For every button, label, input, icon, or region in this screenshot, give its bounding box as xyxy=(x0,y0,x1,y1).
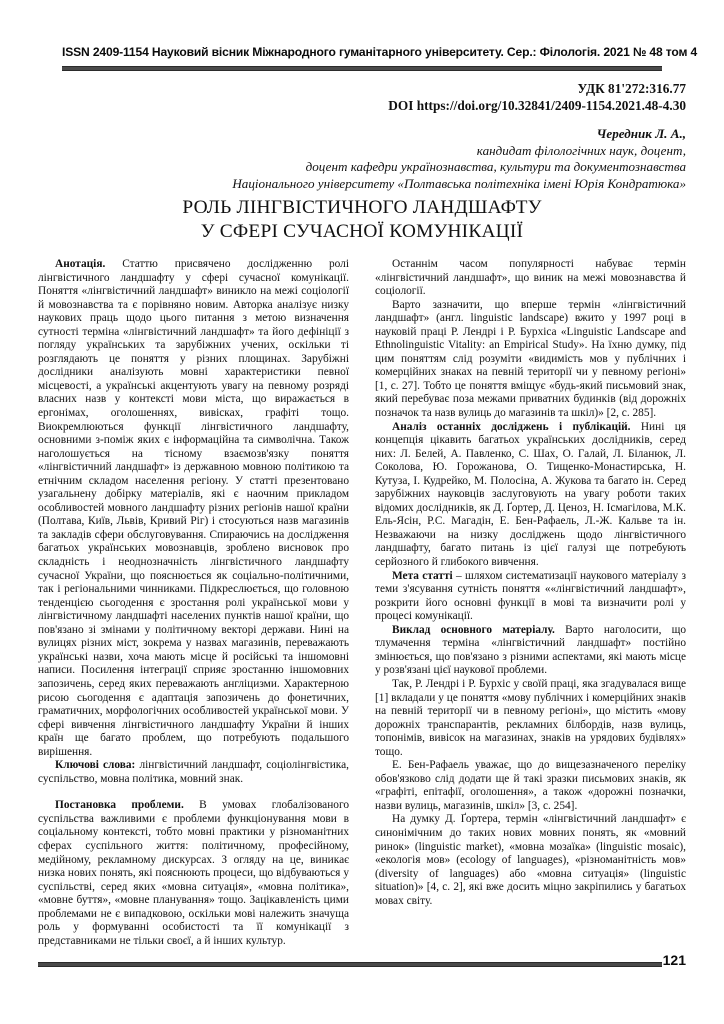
doi-link[interactable]: DOI https://doi.org/10.32841/2409-1154.2021.48-4.30 xyxy=(388,98,686,113)
page-title-line-1: РОЛЬ ЛІНГВІСТИЧНОГО ЛАНДШАФТУ xyxy=(182,197,542,218)
author-block xyxy=(232,126,686,192)
analysis-body: Нині ця концепція цікавить багатьох українських дослідників, серед них: Л. Белей, А. Павленко, С. Шах, О. Галай, Л. Біланюк, Л. Соколова, Ю. Горожанова, О. Тищенко-Монастирська, Н. Кутуза, І. Кудрейко, М. Полосіна, А. Жукова та багато ін. Серед зарубіжних науковців заслуговують на увагу роботи таких відомих дослідників, як Д. Ґортер, Д. Ценоз, Н. Ісмагілова, М.К. Ель-Ясін, Р.С. Магадін, Е. Бен-Рафаель, Л.-Ж. Кальве та ін. Незважаючи на низку досліджень щодо лінгвістичного ландшафту, багато питань із цієї галузі ще потребують серйозного й глибокого вивчення. xyxy=(375,420,687,569)
problem-paragraph xyxy=(38,799,349,948)
author-affiliation: Національного університету «Полтавська політехніка імені Юрія Кондратюка» xyxy=(232,175,686,191)
aim-paragraph xyxy=(375,570,686,624)
intro-paragraph-1: Останнім часом популярності набуває термін «лінгвістичний ландшафт», що виник на межі мовознавства й соціології. xyxy=(375,258,686,298)
page-title-line-2: У СФЕРІ СУЧАСНОЇ КОМУНІКАЦІЇ xyxy=(200,221,524,242)
author-name: Чередник Л. А., xyxy=(596,126,686,141)
abstract-heading: Анотація. xyxy=(55,258,106,270)
running-head: ISSN 2409-1154 Науковий вісник Міжнародного гуманітарного університету. Сер.: Філологія. 2021 № 48 том 4 xyxy=(62,45,698,59)
problem-heading: Постановка проблеми. xyxy=(55,799,184,812)
column-left xyxy=(38,258,349,967)
analysis-paragraph xyxy=(375,421,686,570)
main-paragraph-1 xyxy=(375,624,686,678)
aim-heading: Мета статті xyxy=(392,569,453,582)
main-heading: Виклад основного матеріалу. xyxy=(392,623,555,636)
main-body: Варто наголосити, що тлумачення терміна «лінгвістичний ландшафт» постійно змінюється, що пов'язано з різними аспектами, які мають місце у розв'язані цієї наукової проблеми. xyxy=(375,623,687,677)
keywords-paragraph xyxy=(38,759,349,786)
running-head-rule xyxy=(62,66,662,71)
identifier-block xyxy=(388,80,686,114)
abstract-paragraph xyxy=(38,258,349,759)
author-position: доцент кафедри українознавства, культури та документознавства xyxy=(305,159,686,175)
author-degree: кандидат філологічних наук, доцент, xyxy=(476,142,686,158)
aim-body: – шляхом систематизації наукового матеріалу з теми з'ясування сутність поняття ««лінгвістичний ландшафт», розкрити його основні функції в мові та визначити ролі у процесі комунікації. xyxy=(375,569,686,623)
intro-paragraph-2: Варто зазначити, що вперше термін «лінгвістичний ландшафт» (англ. linguistic landscape) вжито у 1997 році в науковій праці Р. Лендрі і Р. Бурхіса «Linguistic Landscape and Ethnolinguistic Vitality: an Empirical Study». На їхню думку, під цим поняттям слід розуміти «видимість мов у публічних і комерційних знаках на певній території чи у певному регіоні» [1, с. 27]. Тобто це поняття вміщує «будь-який письмовий знак, який перебуває поза межами приватних будинків (від дорожніх позначок та назв вулиць до магазинів та шкіл)» [2, с. 285]. xyxy=(375,298,686,420)
main-paragraph-2: Так, Р. Лендрі і Р. Бурхіс у своїй праці, яка згадувалася вище [1] вкладали у це поняття «мову публічних і комерційних знаків на певній території чи в певному регіоні», що містить «мову дорожніх транспарантів, рекламних білбордів, назв вулиць, топонімів, вивісок на магазинах, знаків на урядових будівлях» тощо. xyxy=(375,677,686,758)
keywords-heading: Ключові слова: xyxy=(55,759,136,772)
page-title xyxy=(38,196,686,244)
problem-body: В умовах глобалізованого суспільства важливими є проблеми функціонування мови в соціальному контексті, тобто мовні практики у різноманітних сферах суспільного життя: політичному, професійному, медійному, рекламному дискурсах. З огляду на це, виникає низка нових понять, які пояснюють процеси, що відбуваються у суспільстві, серед яких «мовна ситуація», «мовна політика», «мовне буття», «мовне планування» тощо. Зацікавленість цими проблемами не є випадковою, оскільки мові належить значуща роль у формуванні особистості та її комунікації з представниками не тільки своєї, а й інших культур. xyxy=(38,799,349,947)
body-columns xyxy=(38,258,686,988)
abstract-body: Статтю присвячено дослідженню ролі лінгвістичного ландшафту у сфері сучасної комунікації. Поняття «лінгвістичний ландшафт» виникло на межі соціології й мовознавства та є порівняно новим. Авторка аналізує низку наукових праць щодо цього питання з метою визначення сутності терміна «лінгвістичний ландшафт» та його дефініції з погляду українських та зарубіжних учених, оскільки ті розглядають це поняття у різних площинах. Зарубіжні дослідники аналізують мовні характеристики певної місцевості, а українські акцентують увагу на певному розряді власних назв у контексті мови міста, що виражається в ергонімах, оголошеннях, вивісках, графіті тощо. Виокремлюються функції лінгвістичного ландшафту, основними з-поміж яких є інформаційна та символічна. Також наголошується на тісному взаємозв'язку поняття «лінгвістичний ландшафт» із державною мовною політикою та етнічним складом населення регіону. У статті презентовано узагальнену добірку матеріалів, які є наочним прикладом особливостей мовного ландшафту різних регіонів нашої країни (Полтава, Київ, Львів, Кривий Ріг) і стосуються назв магазинів та закладів сфери обслуговування. Спираючись на дослідження багатьох українських мовознавців, зроблено висновок про складність і неоднозначність лінгвістичного ландшафту сучасної України, що пояснюється як соціально-політичними, так і регіональними чинниками. Підкреслюється, що головною тенденцією сьогодення є зростання ролі української мови у лінгвістичному ландшафті населених пунктів нашої країни, що пов'язано зі змінами у політичному векторі держави. Нині на вулицях різних міст, зокрема у назвах магазинів, переважають українські назви, хоча мають місце й російські та іншомовні написи. Посилення інтеграції сприяє зростанню іншомовних запозичень, серед яких переважають англіцизми. Характерною рисою сьогодення є адаптація запозичень до фонетичних, граматичних, морфологічних особливостей української мови. У сфері вивчення лінгвістичного ландшафту України й інших країн ще багато проблем, що потребують подальшого вирішення. xyxy=(38,258,349,758)
analysis-heading: Аналіз останніх досліджень і публікацій. xyxy=(392,420,631,433)
column-right xyxy=(375,258,686,908)
footer-rule xyxy=(55,962,662,967)
main-paragraph-3: Е. Бен-Рафаель уважає, що до вищезазначеного переліку обов'язково слід додати ще й такі зразки письмових знаків, як «графіті, епітафії, оголошення», а також «дорожні позначки, назви вулиць, магазинів, шкіл» [3, с. 254]. xyxy=(375,759,686,812)
main-paragraph-4: На думку Д. Ґортера, термін «лінгвістичний ландшафт» є синонімічним до таких нових мовних понять, як «мовний ринок» (linguistic market), «мовна мозаїка» (linguistic mosaic), «екологія мов» (ecology of languages), «різноманітність мов» (diversity of languages) або «мовна ситуація» (linguistic situation)» [4, с. 2], які вже досить міцно закріпились у багатьох мовах світу. xyxy=(375,813,686,907)
udc-code: УДК 81'272:316.77 xyxy=(577,81,686,96)
page-number: 121 xyxy=(662,952,686,968)
keywords-body: лінгвістичний ландшафт, соціолінгвістика, суспільство, мовна політика, мовний знак. xyxy=(38,759,349,785)
